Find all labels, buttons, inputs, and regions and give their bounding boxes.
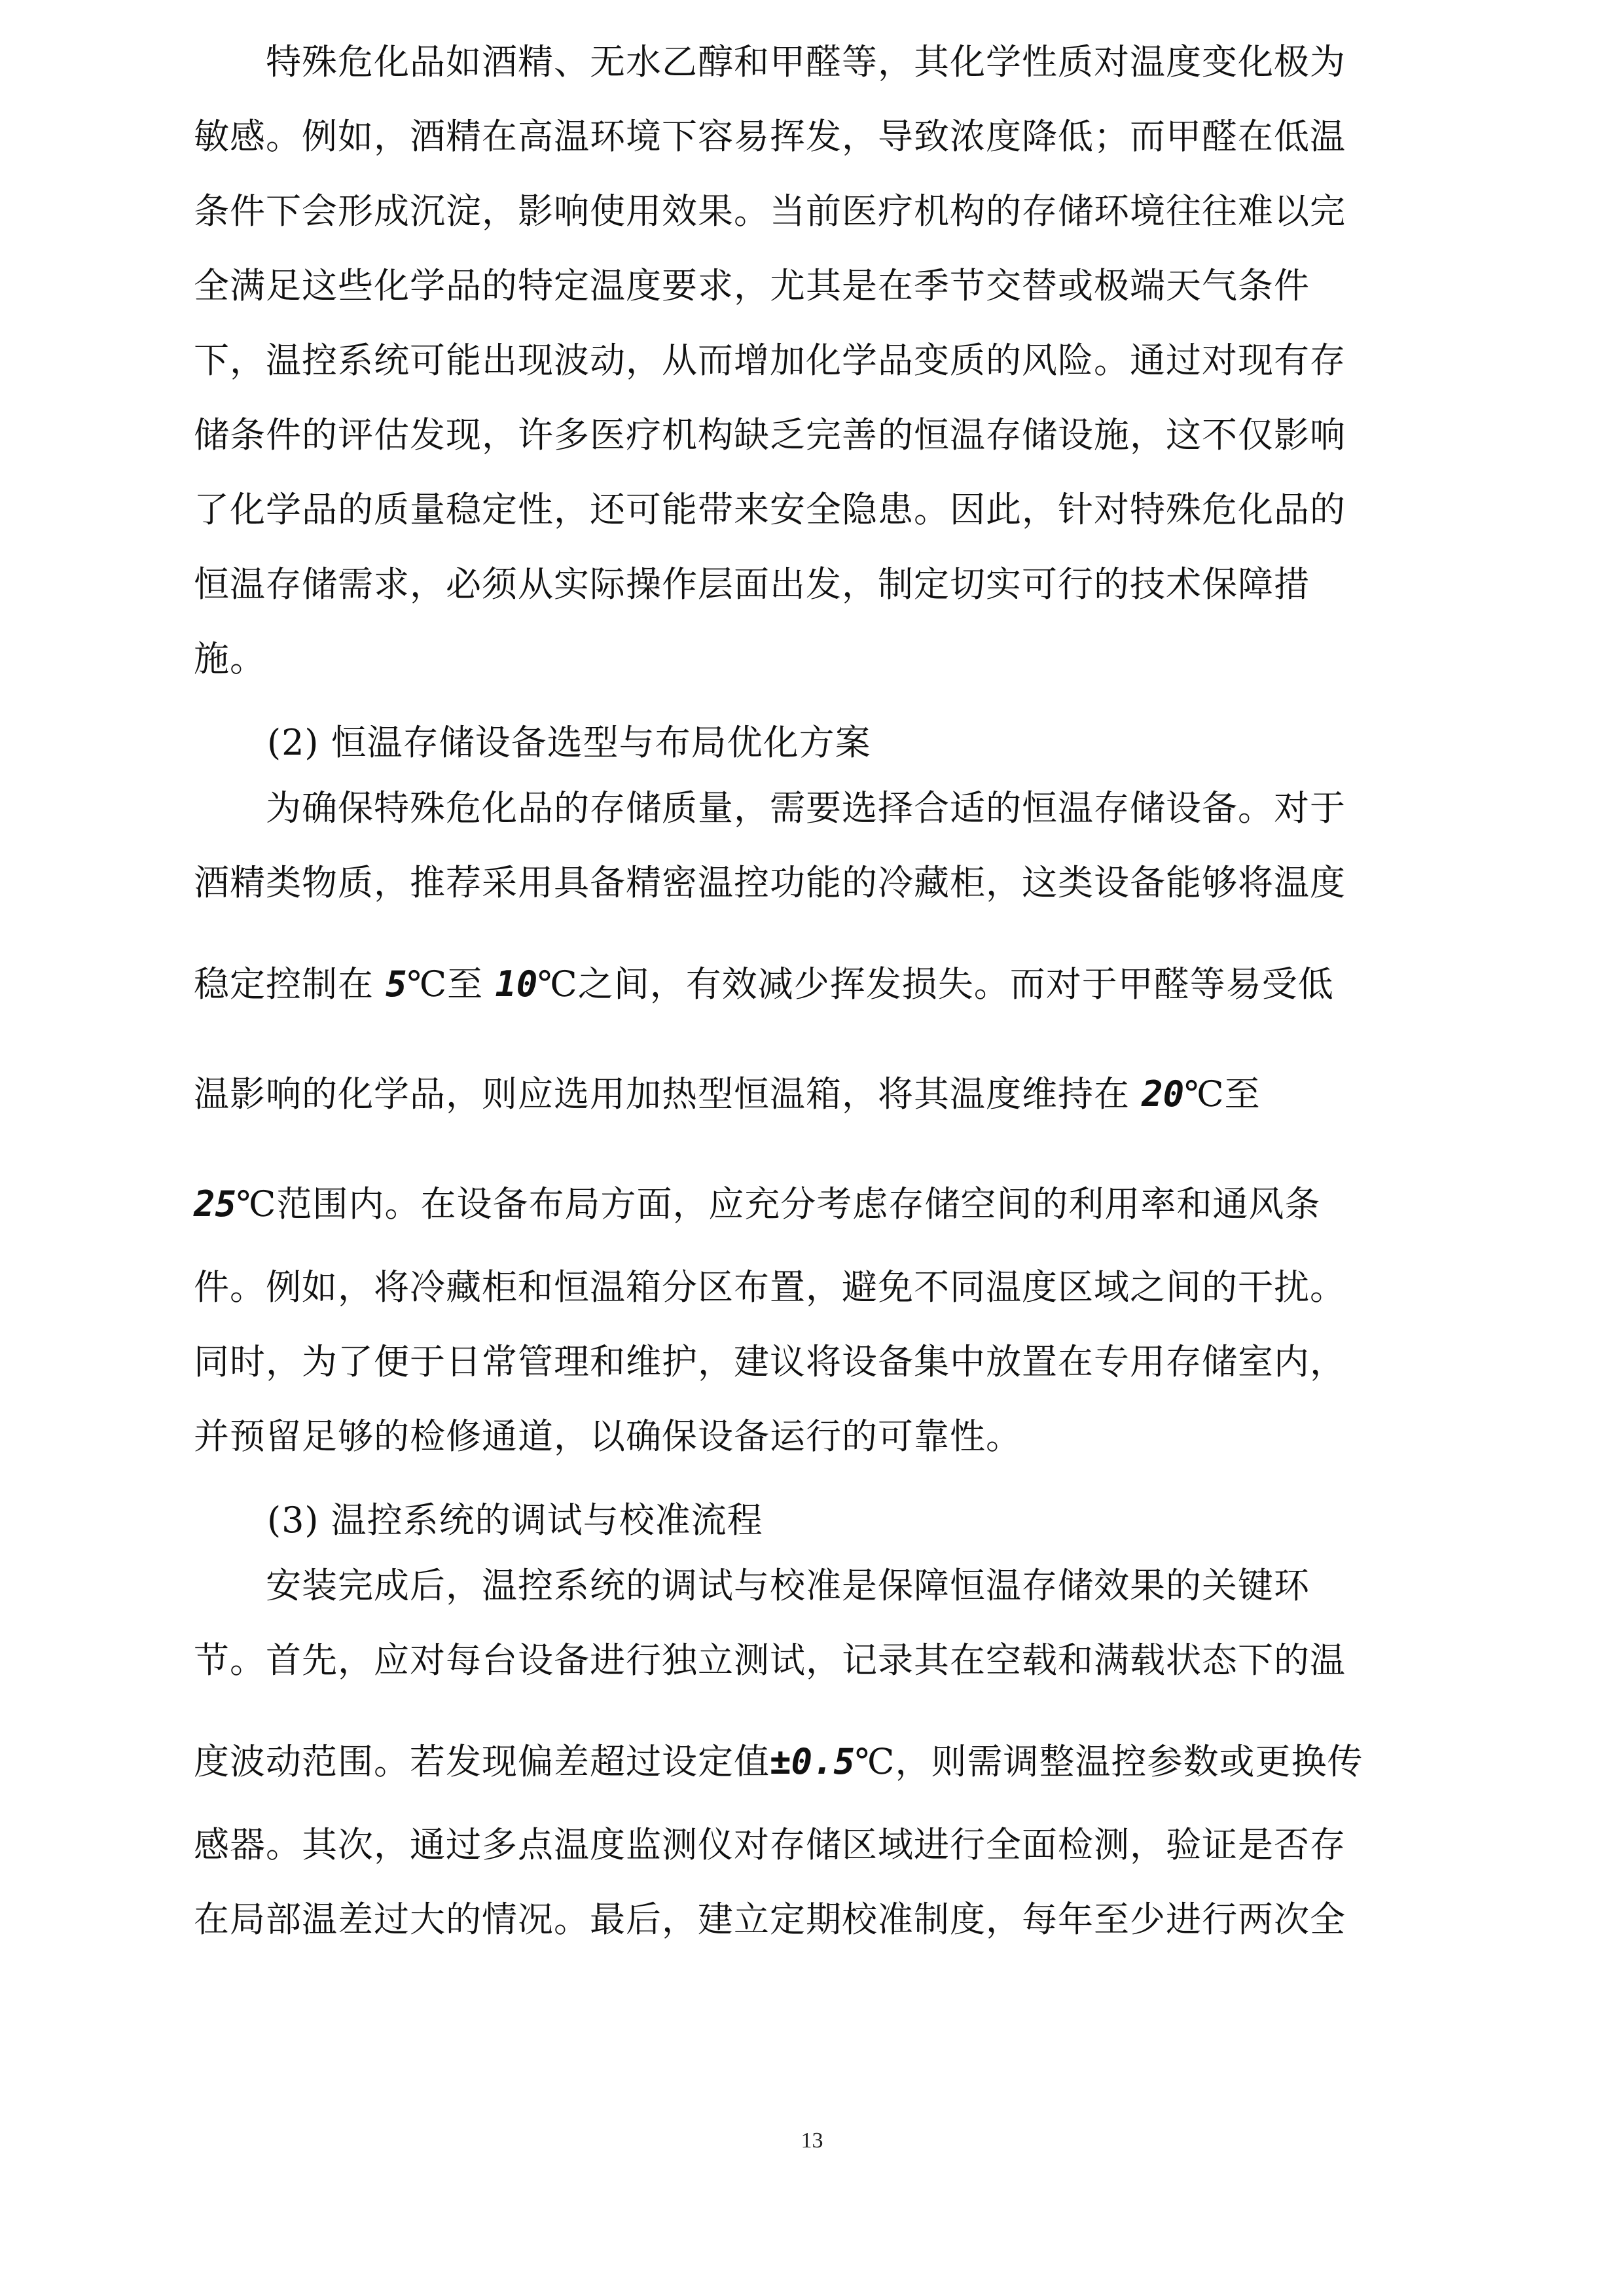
text-fragment: 温影响的化学品，则应选用加热型恒温箱，将其温度维持在 [194, 1073, 1142, 1115]
text-line: 敏感。例如，酒精在高温环境下容易挥发，导致浓度降低；而甲醛在低温 [194, 116, 1346, 157]
text-fragment: ℃至 [1184, 1073, 1261, 1115]
tolerance-value: ±0.5 [770, 1741, 856, 1782]
temperature-value: 5 [386, 963, 407, 1005]
text-line: 酒精类物质，推荐采用具备精密温控功能的冷藏柜，这类设备能够将温度 [194, 862, 1346, 903]
heading-text: (2) 恒温存储设备选型与布局优化方案 [267, 722, 871, 763]
temperature-value: 10 [495, 963, 538, 1005]
text-line [194, 929, 1441, 1039]
text-fragment: 度波动范围。若发现偏差超过设定值 [194, 1741, 770, 1782]
text-line: 同时，为了便于日常管理和维护，建议将设备集中放置在专用存储室内， [194, 1341, 1346, 1382]
text-fragment: ℃，则需调整温控参数或更换传 [855, 1741, 1363, 1782]
text-line: 恒温存储需求，必须从实际操作层面出发，制定切实可行的技术保障措 [194, 564, 1310, 605]
text-line: 特殊危化品如酒精、无水乙醇和甲醛等，其化学性质对温度变化极为 [266, 41, 1346, 82]
text-line: 安装完成后，温控系统的调试与校准是保障恒温存储效果的关键环 [266, 1565, 1310, 1606]
paragraph-equipment-layout [194, 780, 1441, 1483]
text-line: 在局部温差过大的情况。最后，建立定期校准制度，每年至少进行两次全 [194, 1899, 1346, 1940]
paragraph-storage-conditions [194, 34, 1441, 706]
section-heading-equipment [194, 706, 1441, 780]
text-line: 件。例如，将冷藏柜和恒温箱分区布置，避免不同温度区域之间的干扰。 [194, 1266, 1346, 1308]
text-line [194, 1707, 1441, 1817]
page-body [194, 34, 1441, 1966]
text-line: 储条件的评估发现，许多医疗机构缺乏完善的恒温存储设施，这不仅影响 [194, 414, 1346, 456]
text-line: 并预留足够的检修通道，以确保设备运行的可靠性。 [194, 1416, 1022, 1457]
section-heading-calibration [194, 1483, 1441, 1558]
temperature-value: 20 [1142, 1073, 1185, 1115]
text-line: 下，温控系统可能出现波动，从而增加化学品变质的风险。通过对现有存 [194, 340, 1346, 381]
text-fragment: ℃范围内。在设备布局方面，应充分考虑存储空间的利用率和通风条 [236, 1183, 1321, 1225]
text-line: 为确保特殊危化品的存储质量，需要选择合适的恒温存储设备。对于 [266, 787, 1346, 829]
text-fragment: ℃至 [406, 963, 496, 1005]
text-line: 施。 [194, 638, 266, 679]
text-line [194, 1149, 1441, 1259]
text-fragment: 稳定控制在 [194, 963, 386, 1005]
heading-text: (3) 温控系统的调试与校准流程 [267, 1499, 763, 1541]
text-fragment: ℃之间，有效减少挥发损失。而对于甲醛等易受低 [537, 963, 1334, 1005]
text-line: 条件下会形成沉淀，影响使用效果。当前医疗机构的存储环境往往难以完 [194, 190, 1346, 232]
text-line: 全满足这些化学品的特定温度要求，尤其是在季节交替或极端天气条件 [194, 265, 1310, 306]
page-number: 13 [801, 2128, 823, 2153]
text-line: 节。首先，应对每台设备进行独立测试，记录其在空载和满载状态下的温 [194, 1640, 1346, 1681]
text-line: 了化学品的质量稳定性，还可能带来安全隐患。因此，针对特殊危化品的 [194, 489, 1346, 530]
text-line [194, 1039, 1441, 1149]
temperature-value: 25 [194, 1183, 237, 1225]
paragraph-calibration-process [194, 1558, 1441, 1966]
text-line: 感器。其次，通过多点温度监测仪对存储区域进行全面检测，验证是否存 [194, 1824, 1346, 1865]
